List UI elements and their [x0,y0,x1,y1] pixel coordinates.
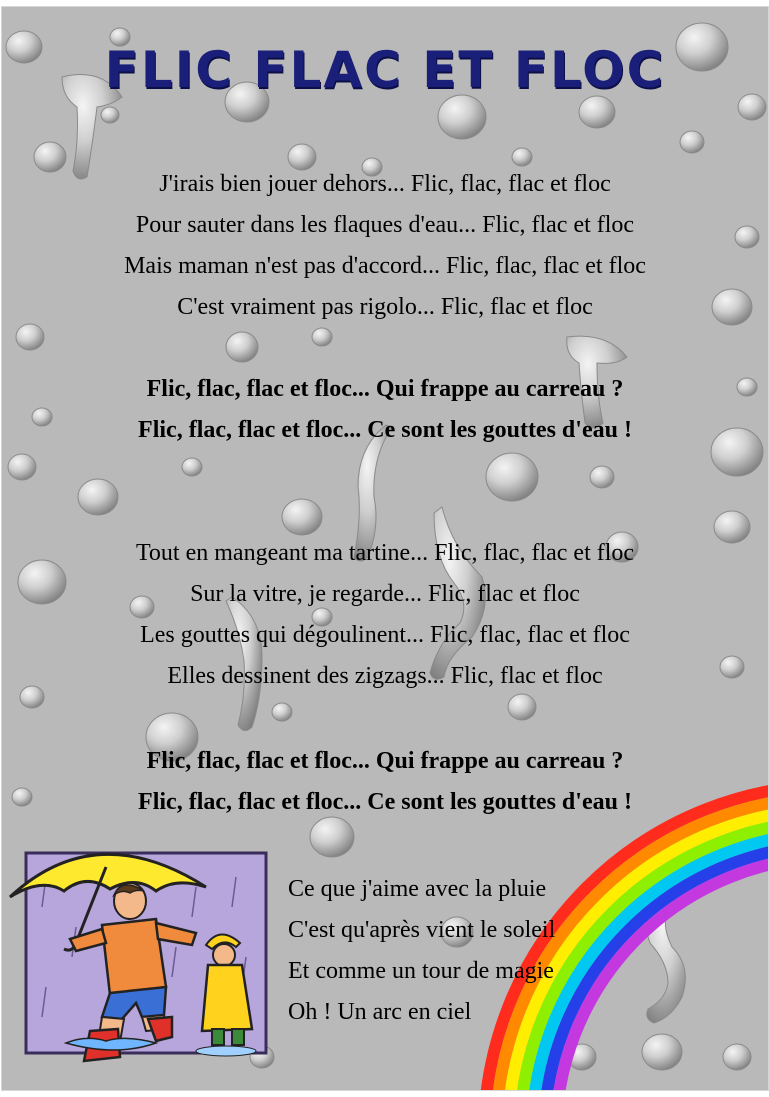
final-line: Oh ! Un arc en ciel [288,999,472,1025]
chorus-line: Flic, flac, flac et floc... Ce sont les gouttes d'eau ! [138,789,632,815]
chorus-1 [2,369,768,451]
verse-line: Les gouttes qui dégoulinent... Flic, flac, flac et floc [140,622,630,648]
song-sheet [1,6,769,1091]
rain-children-illustration [6,847,281,1067]
final-stanza [288,869,555,1033]
song-title: FLIC FLAC ET FLOC [104,41,666,99]
chorus-2 [2,741,768,823]
verse-line: Tout en mangeant ma tartine... Flic, flac, flac et floc [135,540,635,566]
final-line: Et comme un tour de magie [288,958,554,984]
verse-line: Elles dessinent des zigzags... Flic, flac et floc [167,663,603,689]
chorus-line: Flic, flac, flac et floc... Qui frappe au carreau ? [146,748,624,774]
verse-line: Pour sauter dans les flaques d'eau... Flic, flac et floc [135,212,635,238]
verse-1 [2,164,768,328]
chorus-line: Flic, flac, flac et floc... Ce sont les gouttes d'eau ! [138,417,632,443]
verse-line: J'irais bien jouer dehors... Flic, flac, flac et floc [159,171,611,197]
verse-line: C'est vraiment pas rigolo... Flic, flac et floc [177,294,593,320]
final-line: Ce que j'aime avec la pluie [288,876,547,902]
verse-line: Mais maman n'est pas d'accord... Flic, flac, flac et floc [124,253,646,279]
verse-line: Sur la vitre, je regarde... Flic, flac et floc [190,581,580,607]
verse-2 [2,533,768,697]
final-line: C'est qu'après vient le soleil [288,917,556,943]
chorus-line: Flic, flac, flac et floc... Qui frappe au carreau ? [146,376,624,402]
